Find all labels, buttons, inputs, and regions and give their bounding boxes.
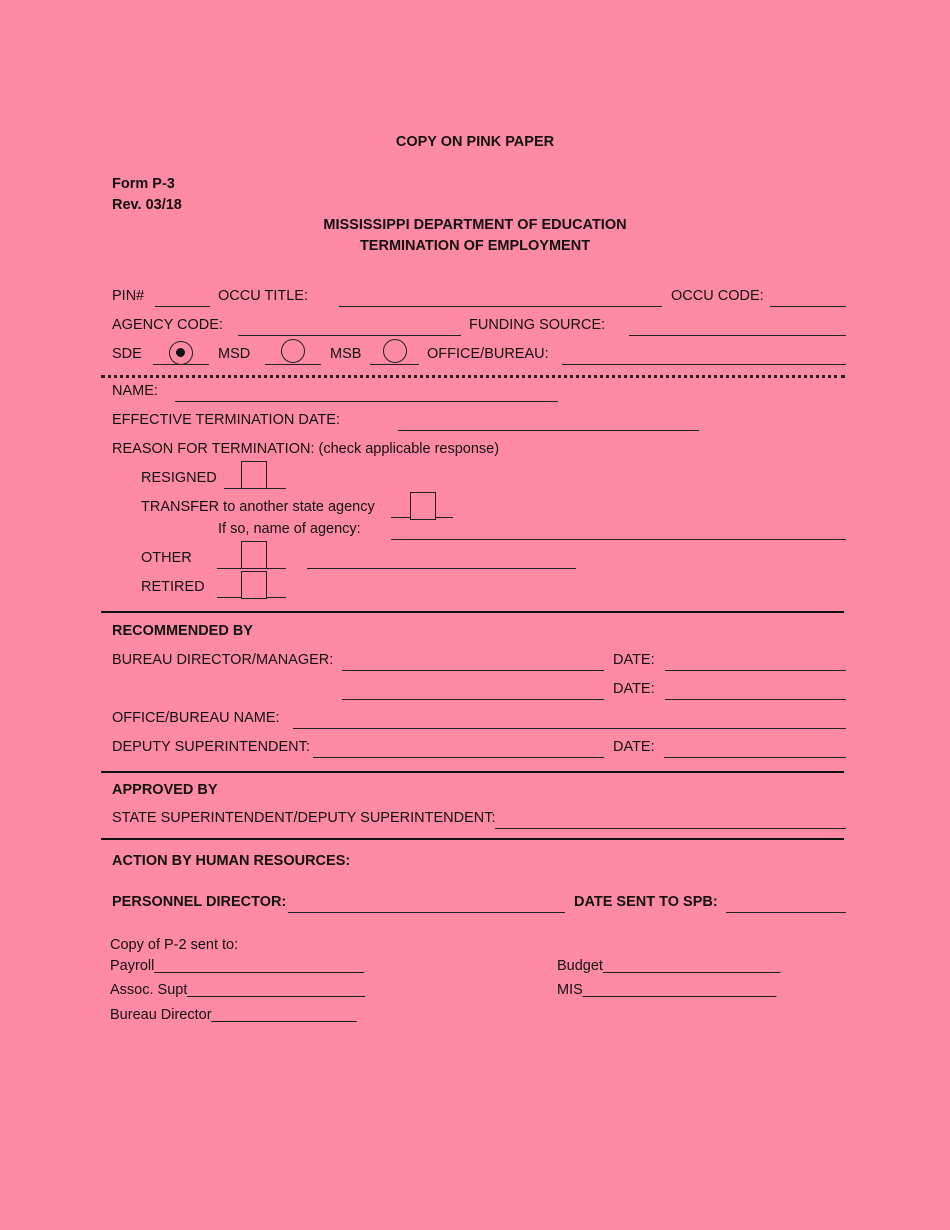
hr-heading: ACTION BY HUMAN RESOURCES: <box>112 853 351 869</box>
office-bureau-field[interactable] <box>562 364 846 365</box>
state-superintendent-field[interactable] <box>495 828 846 829</box>
msd-underline <box>265 364 321 365</box>
effective-date-label: EFFECTIVE TERMINATION DATE: <box>112 412 340 428</box>
copy-assoc-supt: Assoc. Supt______________________ <box>110 982 365 998</box>
date-field[interactable] <box>664 757 846 758</box>
copy-note: COPY ON PINK PAPER <box>395 134 555 150</box>
deputy-superintendent-label: DEPUTY SUPERINTENDENT: <box>112 739 310 755</box>
retired-label: RETIRED <box>141 579 205 595</box>
office-bureau-label: OFFICE/BUREAU: <box>427 346 549 362</box>
funding-source-field[interactable] <box>629 335 846 336</box>
msb-underline <box>370 364 419 365</box>
recommended-heading: RECOMMENDED BY <box>112 623 253 639</box>
agency-name-label: If so, name of agency: <box>218 521 361 537</box>
pin-label: PIN# <box>112 288 145 304</box>
form-revision: Rev. 03/18 <box>112 197 182 213</box>
bureau-director-field-2[interactable] <box>342 699 604 700</box>
reason-label: REASON FOR TERMINATION: (check applicable response) <box>112 441 500 457</box>
transfer-label: TRANSFER to another state agency <box>141 499 375 515</box>
copy-bureau-director: Bureau Director__________________ <box>110 1007 357 1023</box>
copy-mis: MIS________________________ <box>557 982 777 998</box>
name-field[interactable] <box>175 401 558 402</box>
personnel-director-label: PERSONNEL DIRECTOR: <box>112 894 287 910</box>
office-bureau-name-field[interactable] <box>293 728 846 729</box>
personnel-director-field[interactable] <box>288 912 565 913</box>
bureau-director-field[interactable] <box>342 670 604 671</box>
dotted-separator <box>101 375 845 378</box>
agency-name-field[interactable] <box>391 539 846 540</box>
agency-code-label: AGENCY CODE: <box>112 317 223 333</box>
section-divider <box>101 611 844 613</box>
date-sent-label: DATE SENT TO SPB: <box>574 894 718 910</box>
approved-heading: APPROVED BY <box>112 782 218 798</box>
occu-code-label: OCCU CODE: <box>671 288 764 304</box>
name-label: NAME: <box>112 383 158 399</box>
state-superintendent-label: STATE SUPERINTENDENT/DEPUTY SUPERINTENDENT: <box>112 810 496 826</box>
agency-code-field[interactable] <box>238 335 461 336</box>
msb-label: MSB <box>330 346 362 362</box>
transfer-checkbox[interactable] <box>410 492 436 520</box>
occu-code-field[interactable] <box>770 306 846 307</box>
date-label: DATE: <box>613 681 655 697</box>
retired-checkbox[interactable] <box>241 571 267 599</box>
msb-radio[interactable] <box>383 339 407 363</box>
resigned-checkbox[interactable] <box>241 461 267 489</box>
other-reason-field[interactable] <box>307 568 576 569</box>
section-divider <box>101 771 844 773</box>
effective-date-field[interactable] <box>398 430 699 431</box>
msd-label: MSD <box>218 346 251 362</box>
department-name: MISSISSIPPI DEPARTMENT OF EDUCATION <box>323 217 627 233</box>
sde-label: SDE <box>112 346 142 362</box>
date-sent-field[interactable] <box>726 912 846 913</box>
resigned-label: RESIGNED <box>141 470 217 486</box>
form-title: TERMINATION OF EMPLOYMENT <box>359 238 591 254</box>
funding-source-label: FUNDING SOURCE: <box>469 317 606 333</box>
pin-field[interactable] <box>155 306 210 307</box>
date-field[interactable] <box>665 670 846 671</box>
copy-budget: Budget______________________ <box>557 958 781 974</box>
deputy-superintendent-field[interactable] <box>313 757 604 758</box>
bureau-director-label: BUREAU DIRECTOR/MANAGER: <box>112 652 334 668</box>
occu-title-field[interactable] <box>339 306 662 307</box>
date-label: DATE: <box>613 739 655 755</box>
office-bureau-name-label: OFFICE/BUREAU NAME: <box>112 710 280 726</box>
other-label: OTHER <box>141 550 192 566</box>
occu-title-label: OCCU TITLE: <box>218 288 308 304</box>
sde-radio[interactable] <box>169 341 193 365</box>
form-number: Form P-3 <box>112 176 175 192</box>
date-label: DATE: <box>613 652 655 668</box>
copy-payroll: Payroll__________________________ <box>110 958 364 974</box>
copies-heading: Copy of P-2 sent to: <box>110 937 239 953</box>
msd-radio[interactable] <box>281 339 305 363</box>
date-field[interactable] <box>665 699 846 700</box>
other-checkbox[interactable] <box>241 541 267 569</box>
section-divider <box>101 838 844 840</box>
